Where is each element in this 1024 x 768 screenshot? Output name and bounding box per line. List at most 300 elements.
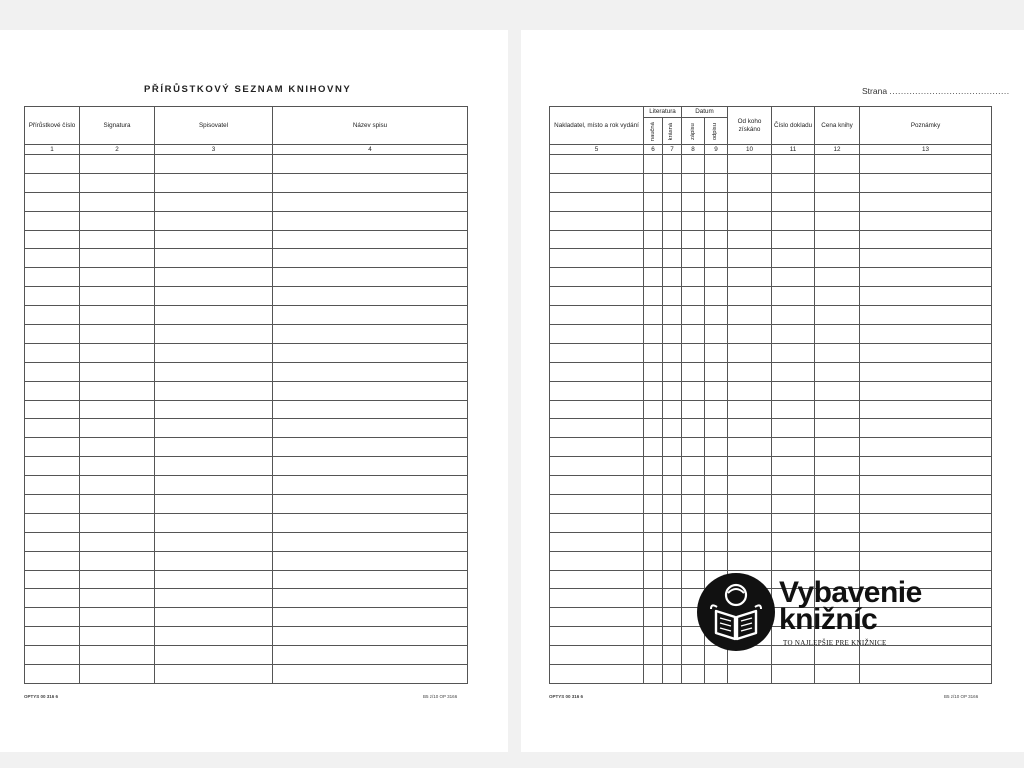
- accession-table-left: [24, 106, 468, 684]
- blank-cell: [550, 532, 644, 551]
- blank-cell: [860, 362, 992, 381]
- blank-cell: [772, 665, 815, 684]
- blank-cell: [663, 419, 682, 438]
- blank-cell: [644, 173, 663, 192]
- blank-cell: [155, 513, 273, 532]
- blank-cell: [860, 211, 992, 230]
- blank-cell: [644, 362, 663, 381]
- blank-cell: [860, 325, 992, 344]
- table-row: [550, 381, 992, 400]
- blank-cell: [663, 608, 682, 627]
- blank-cell: [815, 476, 860, 495]
- blank-cell: [273, 155, 468, 174]
- blank-cell: [550, 419, 644, 438]
- blank-cell: [663, 362, 682, 381]
- col-number: 13: [860, 145, 992, 155]
- table-row: [550, 495, 992, 514]
- blank-cell: [682, 325, 705, 344]
- blank-cell: [644, 608, 663, 627]
- blank-cell: [273, 173, 468, 192]
- table-row: [550, 400, 992, 419]
- blank-cell: [644, 268, 663, 287]
- col-header-nonfiction: naučná: [644, 118, 663, 145]
- blank-cell: [815, 192, 860, 211]
- blank-cell: [80, 513, 155, 532]
- blank-cell: [80, 551, 155, 570]
- blank-cell: [80, 589, 155, 608]
- blank-cell: [772, 476, 815, 495]
- col-header-notes: Poznámky: [860, 107, 992, 145]
- blank-cell: [860, 476, 992, 495]
- blank-cell: [705, 551, 728, 570]
- blank-cell: [663, 476, 682, 495]
- blank-cell: [728, 457, 772, 476]
- table-row: [550, 665, 992, 684]
- col-header-price: Cena knihy: [815, 107, 860, 145]
- table-row: [550, 287, 992, 306]
- blank-cell: [815, 400, 860, 419]
- table-row: [25, 608, 468, 627]
- col-number: 5: [550, 145, 644, 155]
- blank-cell: [155, 400, 273, 419]
- blank-cell: [860, 268, 992, 287]
- blank-cell: [682, 476, 705, 495]
- blank-cell: [705, 230, 728, 249]
- blank-cell: [772, 646, 815, 665]
- col-number: 12: [815, 145, 860, 155]
- blank-cell: [155, 343, 273, 362]
- blank-cell: [682, 362, 705, 381]
- blank-cell: [663, 665, 682, 684]
- table-row: [25, 419, 468, 438]
- blank-cell: [663, 287, 682, 306]
- blank-cell: [80, 646, 155, 665]
- col-header-literature: Literatura: [644, 107, 682, 118]
- blank-cell: [682, 513, 705, 532]
- blank-cell: [273, 287, 468, 306]
- blank-cell: [815, 419, 860, 438]
- blank-cell: [860, 287, 992, 306]
- blank-cell: [705, 400, 728, 419]
- blank-cell: [155, 570, 273, 589]
- blank-cell: [728, 192, 772, 211]
- blank-cell: [550, 230, 644, 249]
- blank-cell: [80, 665, 155, 684]
- table-row: [550, 457, 992, 476]
- blank-cell: [663, 306, 682, 325]
- blank-cell: [644, 192, 663, 211]
- blank-cell: [80, 627, 155, 646]
- table-row: [550, 551, 992, 570]
- blank-cell: [644, 646, 663, 665]
- table-row: [25, 381, 468, 400]
- table-row: [550, 476, 992, 495]
- table-row: [25, 476, 468, 495]
- blank-cell: [860, 249, 992, 268]
- table-row: [25, 551, 468, 570]
- blank-cell: [682, 495, 705, 514]
- blank-cell: [705, 362, 728, 381]
- blank-cell: [815, 551, 860, 570]
- table-row: [550, 230, 992, 249]
- blank-cell: [25, 627, 80, 646]
- table-row: [550, 249, 992, 268]
- blank-cell: [705, 495, 728, 514]
- blank-cell: [155, 495, 273, 514]
- blank-cell: [705, 438, 728, 457]
- blank-cell: [728, 419, 772, 438]
- blank-cell: [728, 306, 772, 325]
- table-row: [25, 495, 468, 514]
- table-row: [550, 306, 992, 325]
- blank-cell: [155, 155, 273, 174]
- table-row: [25, 192, 468, 211]
- table-row: [550, 173, 992, 192]
- blank-cell: [273, 646, 468, 665]
- blank-cell: [815, 438, 860, 457]
- blank-cell: [80, 381, 155, 400]
- blank-cell: [644, 532, 663, 551]
- blank-cell: [644, 551, 663, 570]
- blank-cell: [772, 211, 815, 230]
- blank-cell: [155, 325, 273, 344]
- blank-cell: [25, 249, 80, 268]
- blank-cell: [815, 268, 860, 287]
- blank-cell: [80, 400, 155, 419]
- blank-cell: [705, 532, 728, 551]
- blank-cell: [273, 362, 468, 381]
- blank-cell: [25, 513, 80, 532]
- table-row: [25, 646, 468, 665]
- blank-cell: [80, 249, 155, 268]
- blank-cell: [860, 513, 992, 532]
- blank-cell: [728, 268, 772, 287]
- blank-cell: [644, 665, 663, 684]
- blank-cell: [273, 192, 468, 211]
- strana-label: Strana: [862, 86, 888, 96]
- blank-cell: [644, 570, 663, 589]
- blank-cell: [25, 608, 80, 627]
- blank-cell: [663, 268, 682, 287]
- table-row: [25, 362, 468, 381]
- blank-cell: [815, 457, 860, 476]
- blank-cell: [550, 457, 644, 476]
- col-header-date: Datum: [682, 107, 728, 118]
- table-row: [25, 438, 468, 457]
- blank-cell: [663, 513, 682, 532]
- blank-cell: [155, 362, 273, 381]
- blank-cell: [682, 173, 705, 192]
- blank-cell: [550, 192, 644, 211]
- table-row: [25, 249, 468, 268]
- blank-cell: [860, 173, 992, 192]
- footer-format-right: B5 z/10 OP 3166: [944, 694, 979, 699]
- blank-cell: [728, 173, 772, 192]
- table-row: [25, 532, 468, 551]
- blank-cell: [80, 325, 155, 344]
- blank-cell: [80, 173, 155, 192]
- table-row: [550, 211, 992, 230]
- blank-cell: [705, 419, 728, 438]
- blank-cell: [25, 325, 80, 344]
- table-row: [25, 211, 468, 230]
- blank-cell: [772, 268, 815, 287]
- blank-cell: [772, 249, 815, 268]
- blank-cell: [815, 230, 860, 249]
- blank-cell: [772, 155, 815, 174]
- blank-cell: [155, 589, 273, 608]
- blank-cell: [80, 155, 155, 174]
- blank-cell: [550, 627, 644, 646]
- blank-cell: [155, 608, 273, 627]
- blank-cell: [772, 513, 815, 532]
- col-header-source: Od koho získáno: [728, 107, 772, 145]
- col-header-accession-number: Přírůstkové číslo: [25, 107, 80, 145]
- blank-cell: [663, 343, 682, 362]
- logo-wordmark-line2: knižníc: [779, 603, 878, 636]
- blank-cell: [550, 400, 644, 419]
- blank-cell: [25, 438, 80, 457]
- blank-cell: [80, 230, 155, 249]
- blank-cell: [273, 306, 468, 325]
- blank-cell: [860, 608, 992, 627]
- table-row: [550, 155, 992, 174]
- blank-cell: [80, 495, 155, 514]
- blank-cell: [25, 400, 80, 419]
- blank-cell: [550, 476, 644, 495]
- blank-cell: [860, 419, 992, 438]
- footer-code-right: OPTYS 00 316 6: [549, 694, 584, 699]
- blank-cell: [728, 532, 772, 551]
- blank-cell: [663, 173, 682, 192]
- blank-cell: [273, 419, 468, 438]
- table-row: [550, 268, 992, 287]
- blank-cell: [772, 230, 815, 249]
- blank-cell: [772, 551, 815, 570]
- blank-cell: [682, 457, 705, 476]
- blank-cell: [860, 230, 992, 249]
- blank-cell: [273, 608, 468, 627]
- blank-cell: [682, 249, 705, 268]
- blank-cell: [25, 665, 80, 684]
- blank-cell: [682, 287, 705, 306]
- blank-cell: [705, 513, 728, 532]
- blank-cell: [273, 570, 468, 589]
- col-header-entry-date: zápisu: [682, 118, 705, 145]
- blank-cell: [273, 325, 468, 344]
- blank-cell: [155, 438, 273, 457]
- table-row: [25, 589, 468, 608]
- blank-cell: [682, 155, 705, 174]
- blank-cell: [550, 343, 644, 362]
- blank-cell: [25, 230, 80, 249]
- blank-cell: [815, 646, 860, 665]
- logo-tagline: TO NAJLEPŠIE PRE KNIŽNICE: [783, 639, 887, 647]
- col-number: 7: [663, 145, 682, 155]
- blank-cell: [25, 362, 80, 381]
- blank-cell: [80, 457, 155, 476]
- table-row: [550, 343, 992, 362]
- blank-cell: [728, 665, 772, 684]
- blank-cell: [25, 155, 80, 174]
- blank-cell: [25, 495, 80, 514]
- blank-cell: [644, 306, 663, 325]
- blank-cell: [644, 457, 663, 476]
- col-header-writeoff-date: odpisu: [705, 118, 728, 145]
- blank-cell: [815, 173, 860, 192]
- blank-cell: [772, 306, 815, 325]
- blank-cell: [682, 400, 705, 419]
- blank-cell: [705, 306, 728, 325]
- blank-cell: [815, 287, 860, 306]
- col-header-publisher: Nakladatel, místo a rok vydání: [550, 107, 644, 145]
- blank-cell: [644, 287, 663, 306]
- blank-cell: [860, 532, 992, 551]
- blank-cell: [772, 457, 815, 476]
- blank-cell: [273, 551, 468, 570]
- blank-cell: [80, 419, 155, 438]
- table-row: [25, 400, 468, 419]
- col-header-title: Název spisu: [273, 107, 468, 145]
- blank-cell: [682, 306, 705, 325]
- blank-cell: [80, 192, 155, 211]
- blank-cell: [663, 457, 682, 476]
- blank-cell: [155, 249, 273, 268]
- blank-cell: [682, 438, 705, 457]
- blank-cell: [772, 438, 815, 457]
- col-header-author: Spisovatel: [155, 107, 273, 145]
- table-row: [25, 343, 468, 362]
- blank-cell: [644, 400, 663, 419]
- blank-cell: [705, 343, 728, 362]
- blank-cell: [80, 343, 155, 362]
- blank-cell: [663, 551, 682, 570]
- blank-cell: [663, 532, 682, 551]
- blank-cell: [682, 268, 705, 287]
- blank-cell: [25, 287, 80, 306]
- blank-cell: [644, 249, 663, 268]
- blank-cell: [663, 627, 682, 646]
- blank-cell: [273, 381, 468, 400]
- blank-cell: [663, 570, 682, 589]
- blank-cell: [860, 646, 992, 665]
- table-row: [25, 570, 468, 589]
- blank-cell: [644, 230, 663, 249]
- blank-cell: [644, 325, 663, 344]
- blank-cell: [772, 532, 815, 551]
- blank-cell: [682, 343, 705, 362]
- col-header-signature: Signatura: [80, 107, 155, 145]
- blank-cell: [644, 438, 663, 457]
- blank-cell: [772, 362, 815, 381]
- blank-cell: [728, 381, 772, 400]
- blank-cell: [728, 438, 772, 457]
- blank-cell: [25, 551, 80, 570]
- page-number-field: [862, 86, 1010, 96]
- blank-cell: [728, 551, 772, 570]
- blank-cell: [663, 155, 682, 174]
- blank-cell: [860, 155, 992, 174]
- table-row: [25, 268, 468, 287]
- blank-cell: [25, 192, 80, 211]
- blank-cell: [644, 495, 663, 514]
- blank-cell: [550, 211, 644, 230]
- blank-cell: [728, 325, 772, 344]
- blank-cell: [644, 627, 663, 646]
- blank-cell: [550, 551, 644, 570]
- blank-cell: [860, 551, 992, 570]
- blank-cell: [273, 230, 468, 249]
- table-row: [550, 362, 992, 381]
- table-row: [25, 173, 468, 192]
- blank-cell: [550, 381, 644, 400]
- table-row: [25, 287, 468, 306]
- blank-cell: [728, 476, 772, 495]
- table-row: [25, 627, 468, 646]
- blank-cell: [550, 155, 644, 174]
- blank-cell: [550, 608, 644, 627]
- blank-cell: [663, 438, 682, 457]
- col-number: 6: [644, 145, 663, 155]
- blank-cell: [273, 268, 468, 287]
- blank-cell: [815, 381, 860, 400]
- blank-cell: [155, 476, 273, 495]
- blank-cell: [644, 155, 663, 174]
- blank-cell: [663, 249, 682, 268]
- table-row: [25, 155, 468, 174]
- blank-cell: [772, 343, 815, 362]
- blank-cell: [644, 419, 663, 438]
- blank-cell: [728, 513, 772, 532]
- blank-cell: [80, 532, 155, 551]
- person-reading-book-icon: [697, 573, 775, 651]
- blank-cell: [273, 438, 468, 457]
- blank-cell: [273, 457, 468, 476]
- blank-cell: [80, 438, 155, 457]
- table-row: [550, 192, 992, 211]
- blank-cell: [273, 627, 468, 646]
- blank-cell: [155, 211, 273, 230]
- blank-cell: [663, 400, 682, 419]
- blank-cell: [663, 589, 682, 608]
- col-number: 4: [273, 145, 468, 155]
- col-number: 1: [25, 145, 80, 155]
- blank-cell: [705, 249, 728, 268]
- blank-cell: [860, 665, 992, 684]
- blank-cell: [728, 211, 772, 230]
- table-row: [25, 513, 468, 532]
- blank-cell: [155, 381, 273, 400]
- blank-cell: [860, 438, 992, 457]
- blank-cell: [663, 646, 682, 665]
- blank-cell: [550, 665, 644, 684]
- col-number: 10: [728, 145, 772, 155]
- blank-cell: [25, 211, 80, 230]
- blank-cell: [728, 400, 772, 419]
- blank-cell: [705, 665, 728, 684]
- blank-cell: [772, 381, 815, 400]
- table-row: [550, 513, 992, 532]
- blank-cell: [682, 192, 705, 211]
- table-row: [25, 665, 468, 684]
- blank-cell: [663, 325, 682, 344]
- blank-cell: [815, 249, 860, 268]
- blank-cell: [155, 230, 273, 249]
- table-row: [550, 419, 992, 438]
- blank-cell: [815, 155, 860, 174]
- blank-cell: [860, 306, 992, 325]
- form-title: PŘÍRŮSTKOVÝ SEZNAM KNIHOVNY: [144, 84, 352, 95]
